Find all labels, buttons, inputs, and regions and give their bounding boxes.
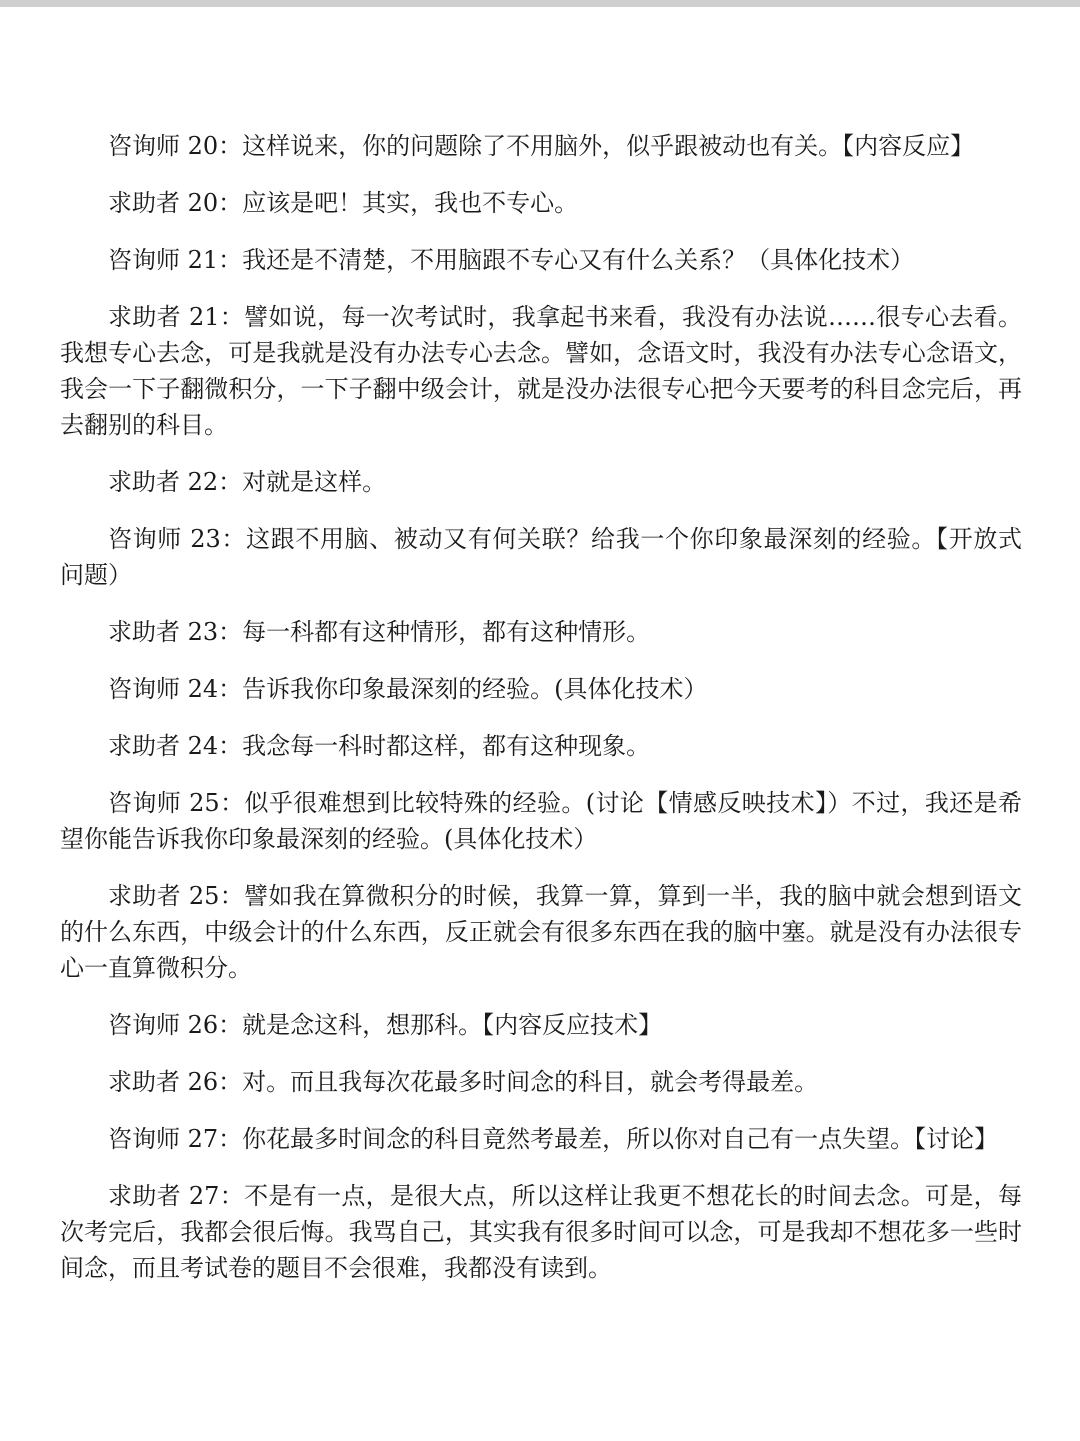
top-border-strip <box>0 0 1080 7</box>
paragraph-counselor-25: 咨询师 25：似乎很难想到比较特殊的经验。(讨论【情感反映技术】）不过，我还是希望你能告诉我你印象最深刻的经验。(具体化技术） <box>60 789 1022 853</box>
paragraph-client-21: 求助者 21：譬如说，每一次考试时，我拿起书来看，我没有办法说……很专心去看。我想专心去念，可是我就是没有办法专心去念。譬如，念语文时，我没有办法专心念语文，我会一下子翻微积分，一下子翻中级会计，就是没办法很专心把今天要考的科目念完后，再去翻别的科目。 <box>60 303 1022 439</box>
paragraph-counselor-27: 咨询师 27：你花最多时间念的科目竟然考最差，所以你对自己有一点失望。【讨论】 <box>108 1125 999 1153</box>
paragraph-counselor-21: 咨询师 21：我还是不清楚，不用脑跟不专心又有什么关系？（具体化技术） <box>108 246 915 274</box>
paragraph-counselor-24: 咨询师 24：告诉我你印象最深刻的经验。(具体化技术） <box>108 675 708 703</box>
paragraph-client-20: 求助者 20：应该是吧！其实，我也不专心。 <box>108 189 579 217</box>
paragraph-client-24: 求助者 24：我念每一科时都这样，都有这种现象。 <box>108 732 651 760</box>
document-page <box>60 128 1022 1307</box>
paragraph-counselor-23: 咨询师 23：这跟不用脑、被动又有何关联？给我一个你印象最深刻的经验。【开放式问题） <box>60 525 1022 589</box>
paragraph-client-25: 求助者 25：譬如我在算微积分的时候，我算一算，算到一半，我的脑中就会想到语文的什么东西，中级会计的什么东西，反正就会有很多东西在我的脑中塞。就是没有办法很专心一直算微积分。 <box>60 882 1022 982</box>
paragraph-client-23: 求助者 23：每一科都有这种情形，都有这种情形。 <box>108 618 651 646</box>
paragraph-client-26: 求助者 26：对。而且我每次花最多时间念的科目，就会考得最差。 <box>108 1068 819 1096</box>
paragraph-counselor-26: 咨询师 26：就是念这科，想那科。【内容反应技术】 <box>108 1011 663 1039</box>
paragraph-client-22: 求助者 22：对就是这样。 <box>108 468 387 496</box>
paragraph-counselor-20: 咨询师 20：这样说来，你的问题除了不用脑外，似乎跟被动也有关。【内容反应】 <box>108 132 975 160</box>
paragraph-client-27: 求助者 27：不是有一点，是很大点，所以这样让我更不想花长的时间去念。可是，每次考完后，我都会很后悔。我骂自己，其实我有很多时间可以念，可是我却不想花多一些时间念，而且考试卷的题目不会很难，我都没有读到。 <box>60 1182 1022 1282</box>
